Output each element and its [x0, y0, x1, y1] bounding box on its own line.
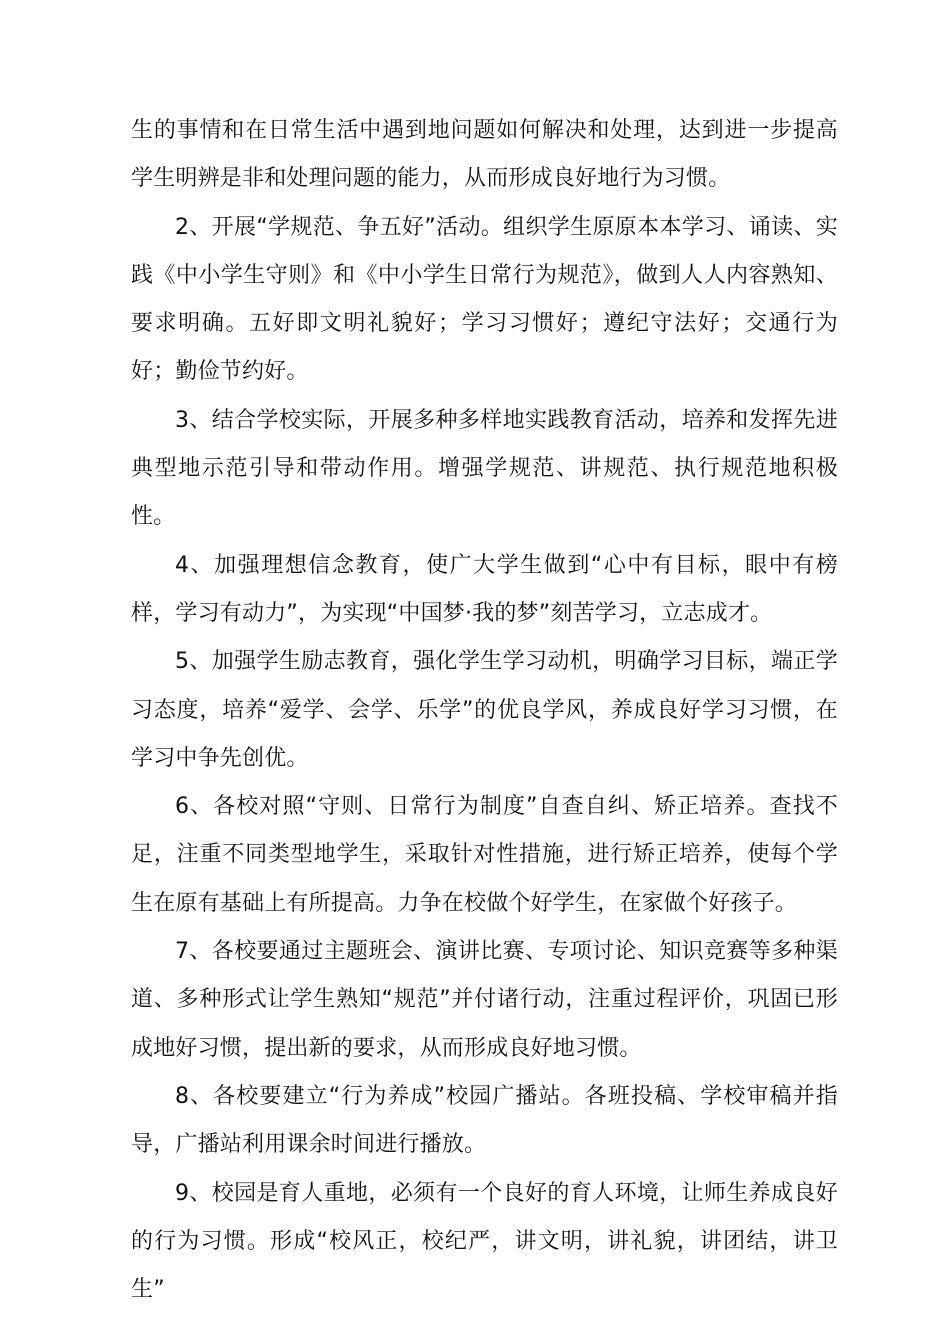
paragraph-item-7: 7、各校要通过主题班会、演讲比赛、专项讨论、知识竞赛等多种渠道、多种形式让学生熟知“规范”并付诸行动，注重过程评价，巩固已形成地好习惯，提出新的要求，从而形成良好地习惯。	[131, 939, 838, 1061]
paragraph-item-4: 4、加强理想信念教育，使广大学生做到“心中有目标，眼中有榜样，学习有动力”，为实现“中国梦·我的梦”刻苦学习，立志成才。	[131, 552, 838, 626]
paragraph-item-5: 5、加强学生励志教育，强化学生学习动机，明确学习目标，端正学习态度，培养“爱学、会学、乐学”的优良学风，养成良好学习习惯，在学习中争先创优。	[131, 649, 838, 771]
paragraph-item-6: 6、各校对照“守则、日常行为制度”自查自纠、矫正培养。查找不足，注重不同类型地学生，采取针对性措施，进行矫正培养，使每个学生在原有基础上有所提高。力争在校做个好学生，在家做个好孩子。	[131, 794, 838, 916]
paragraph-item-8: 8、各校要建立“行为养成”校园广播站。各班投稿、学校审稿并指导，广播站利用课余时间进行播放。	[131, 1083, 838, 1158]
paragraph-item-2: 2、开展“学规范、争五好”活动。组织学生原原本本学习、诵读、实践《中小学生守则》和《中小学生日常行为规范》，做到人人内容熟知、要求明确。五好即文明礼貌好；学习习惯好；遵纪守法好；交通行为好；勤俭节约好。	[131, 214, 838, 385]
document-body	[131, 107, 838, 1314]
paragraph-item-9: 9、校园是育人重地，必须有一个良好的育人环境，让师生养成良好的行为习惯。形成“校风正，校纪严，讲文明，讲礼貌，讲团结，讲卫生”	[131, 1180, 838, 1303]
paragraph-continuation: 生的事情和在日常生活中遇到地问题如何解决和处理，达到进一步提高学生明辨是非和处理问题的能力，从而形成良好地行为习惯。	[131, 118, 838, 192]
paragraph-item-3: 3、结合学校实际，开展多种多样地实践教育活动，培养和发挥先进典型地示范引导和带动作用。增强学规范、讲规范、执行规范地积极性。	[131, 407, 838, 530]
